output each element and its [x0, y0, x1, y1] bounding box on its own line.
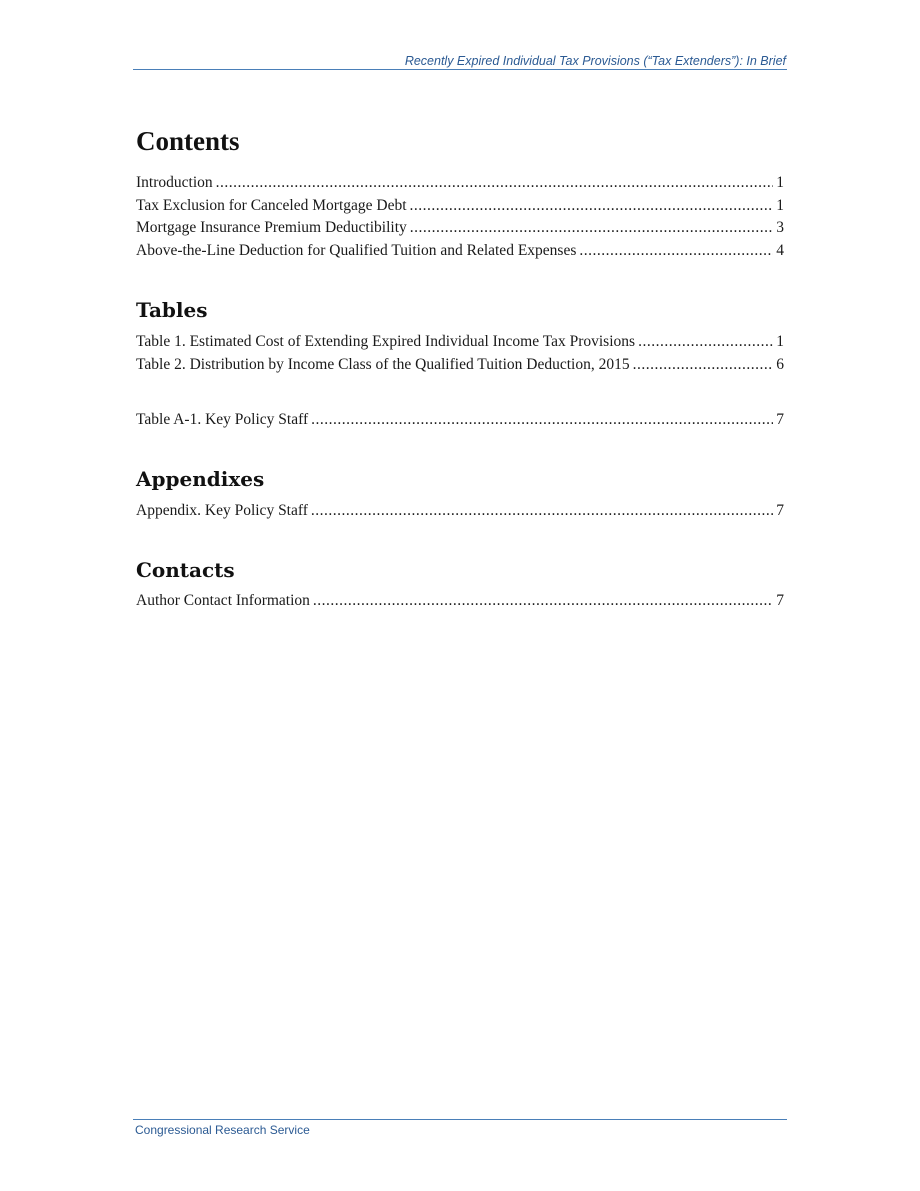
- contents-title: Contents: [136, 126, 240, 156]
- dot-leader: [311, 500, 773, 523]
- toc-entry-mortgage-insurance[interactable]: [136, 217, 784, 240]
- contacts-list: [136, 590, 784, 613]
- toc-page-number: 3: [776, 219, 784, 236]
- toc-page-number: 1: [776, 333, 784, 350]
- contents-list: [136, 172, 784, 262]
- dot-leader: [313, 590, 773, 613]
- toc-entry-text: Tax Exclusion for Canceled Mortgage Debt: [136, 196, 407, 214]
- toc-entry-text: Table A-1. Key Policy Staff: [136, 411, 309, 428]
- toc-entry-appendix[interactable]: [136, 500, 784, 523]
- toc-entry-text: Above-the-Line Deduction for Qualified Tuition and Related Expenses: [136, 241, 577, 259]
- tables-title: Tables: [136, 298, 208, 322]
- toc-entry-table-2[interactable]: [136, 354, 784, 377]
- toc-entry-text: Introduction: [136, 174, 213, 191]
- toc-page-number: 1: [776, 174, 784, 191]
- contents-section: [136, 124, 784, 262]
- dot-leader: [579, 240, 773, 263]
- dot-leader: [633, 354, 774, 377]
- running-header-title: Recently Expired Individual Tax Provisions (“Tax Extenders”): In Brief: [404, 54, 786, 68]
- toc-page-number: 6: [776, 355, 784, 373]
- toc-entry-text: Table 1. Estimated Cost of Extending Expired Individual Income Tax Provisions: [136, 333, 636, 350]
- dot-leader: [410, 217, 773, 240]
- toc-entry-text: Mortgage Insurance Premium Deductibility: [136, 219, 407, 236]
- footer-publisher: Congressional Research Service: [135, 1123, 310, 1137]
- toc-entry-tuition-deduction[interactable]: [136, 240, 784, 263]
- toc-entry-introduction[interactable]: [136, 172, 784, 195]
- table-of-contents: [136, 124, 784, 613]
- dot-leader: [638, 331, 773, 354]
- toc-page-number: 1: [776, 196, 784, 214]
- toc-page-number: 7: [776, 501, 784, 519]
- toc-page-number: 7: [776, 411, 784, 428]
- toc-page-number: 4: [776, 241, 784, 259]
- dot-leader: [410, 195, 774, 218]
- toc-entry-canceled-mortgage-debt[interactable]: [136, 195, 784, 218]
- toc-page-number: 7: [776, 592, 784, 609]
- toc-entry-author-contact[interactable]: [136, 590, 784, 613]
- appendixes-list: [136, 500, 784, 523]
- toc-entry-table-a-1[interactable]: [136, 409, 784, 432]
- dot-leader: [216, 172, 774, 195]
- appendixes-title: Appendixes: [136, 466, 265, 491]
- toc-entry-table-1[interactable]: [136, 331, 784, 354]
- running-footer: [133, 1119, 787, 1138]
- toc-entry-text: Author Contact Information: [136, 592, 310, 609]
- toc-entry-text: Table 2. Distribution by Income Class of the Qualified Tuition Deduction, 2015: [136, 355, 630, 373]
- dot-leader: [311, 409, 773, 432]
- toc-entry-text: Appendix. Key Policy Staff: [136, 501, 308, 519]
- running-header: [133, 54, 787, 70]
- appendix-tables-list: [136, 409, 784, 432]
- tables-list: [136, 331, 784, 376]
- contacts-title: Contacts: [136, 558, 235, 582]
